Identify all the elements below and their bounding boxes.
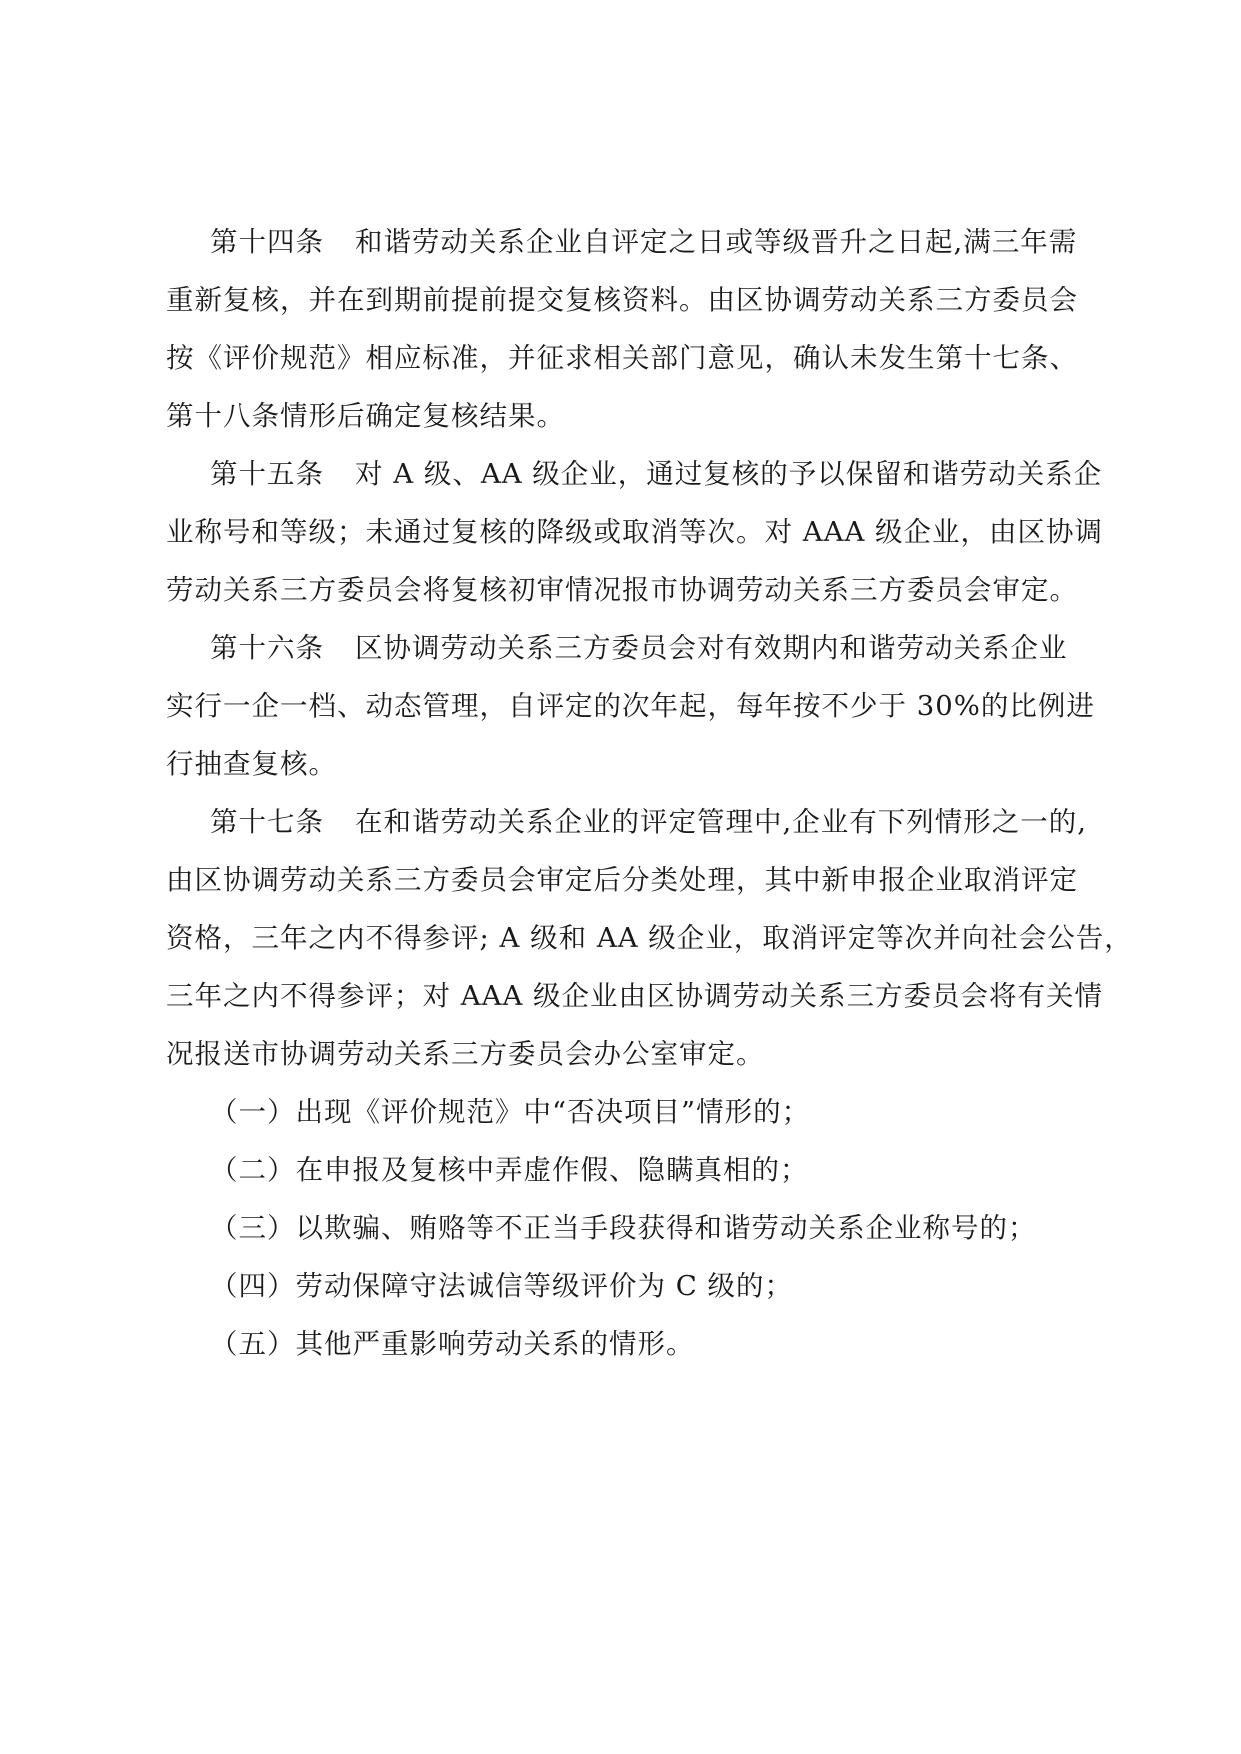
article-17-heading: 第十七条	[210, 806, 324, 838]
article-16-line-1	[210, 628, 1068, 668]
article-16-line-3	[166, 744, 337, 784]
article-14-line-1	[210, 222, 1077, 262]
article-14-heading: 第十四条	[210, 226, 324, 258]
article-17-line-3	[166, 918, 1133, 958]
article-14-line-2	[166, 280, 1076, 320]
article-14-text: 重新复核，并在到期前提前提交复核资料。由区协调劳动关系三方委员会	[166, 284, 1078, 316]
article-15-line-3	[166, 570, 1078, 610]
article-16-text: 行抽查复核。	[166, 748, 337, 780]
list-item	[210, 1266, 793, 1306]
list-item	[210, 1092, 810, 1132]
article-17-text: 在和谐劳动关系企业的评定管理中,企业有下列情形之一的,	[355, 806, 1087, 838]
article-15-text: 对 A 级、AA 级企业，通过复核的予以保留和谐劳动关系企	[355, 458, 1103, 490]
article-17-line-4	[166, 976, 1104, 1016]
article-14-line-3	[166, 338, 1076, 378]
article-17-line-1	[210, 802, 1087, 842]
article-17-line-5	[166, 1034, 765, 1074]
article-15-text: 业称号和等级；未通过复核的降级或取消等次。对 AAA 级企业，由区协调	[166, 516, 1104, 548]
article-15-line-1	[210, 454, 1102, 494]
article-17-text: 三年之内不得参评；对 AAA 级企业由区协调劳动关系三方委员会将有关情	[166, 980, 1104, 1012]
article-16-heading: 第十六条	[210, 632, 324, 664]
article-15-line-2	[166, 512, 1104, 552]
article-14-text: 按《评价规范》相应标准，并征求相关部门意见，确认未发生第十七条、	[166, 342, 1078, 374]
list-item	[210, 1208, 1037, 1248]
article-17-text: 资格，三年之内不得参评; A 级和 AA 级企业，取消评定等次并向社会公告，	[166, 922, 1133, 954]
article-16-text: 区协调劳动关系三方委员会对有效期内和谐劳动关系企业	[355, 632, 1068, 664]
list-item-text: （二）在申报及复核中弄虚作假、隐瞒真相的；	[210, 1154, 809, 1186]
article-14-text: 和谐劳动关系企业自评定之日或等级晋升之日起,满三年需	[355, 226, 1078, 258]
article-17-text: 由区协调劳动关系三方委员会审定后分类处理，其中新申报企业取消评定	[166, 864, 1078, 896]
list-item-text: （五）其他严重影响劳动关系的情形。	[210, 1328, 695, 1360]
list-item	[210, 1150, 809, 1190]
list-item	[210, 1324, 695, 1364]
article-16-text: 实行一企一档、动态管理，自评定的次年起，每年按不少于 30%的比例进	[166, 690, 1095, 722]
article-17-text: 况报送市协调劳动关系三方委员会办公室审定。	[166, 1038, 765, 1070]
article-14-line-4	[166, 396, 565, 436]
list-item-text: （一）出现《评价规范》中“否决项目”情形的；	[210, 1096, 811, 1128]
article-16-line-2	[166, 686, 1095, 726]
list-item-text: （三）以欺骗、贿赂等不正当手段获得和谐劳动关系企业称号的；	[210, 1212, 1037, 1244]
list-item-text: （四）劳动保障守法诚信等级评价为 C 级的；	[210, 1270, 794, 1302]
article-14-text: 第十八条情形后确定复核结果。	[166, 400, 565, 432]
article-15-text: 劳动关系三方委员会将复核初审情况报市协调劳动关系三方委员会审定。	[166, 574, 1078, 606]
article-15-heading: 第十五条	[210, 458, 324, 490]
article-17-line-2	[166, 860, 1076, 900]
